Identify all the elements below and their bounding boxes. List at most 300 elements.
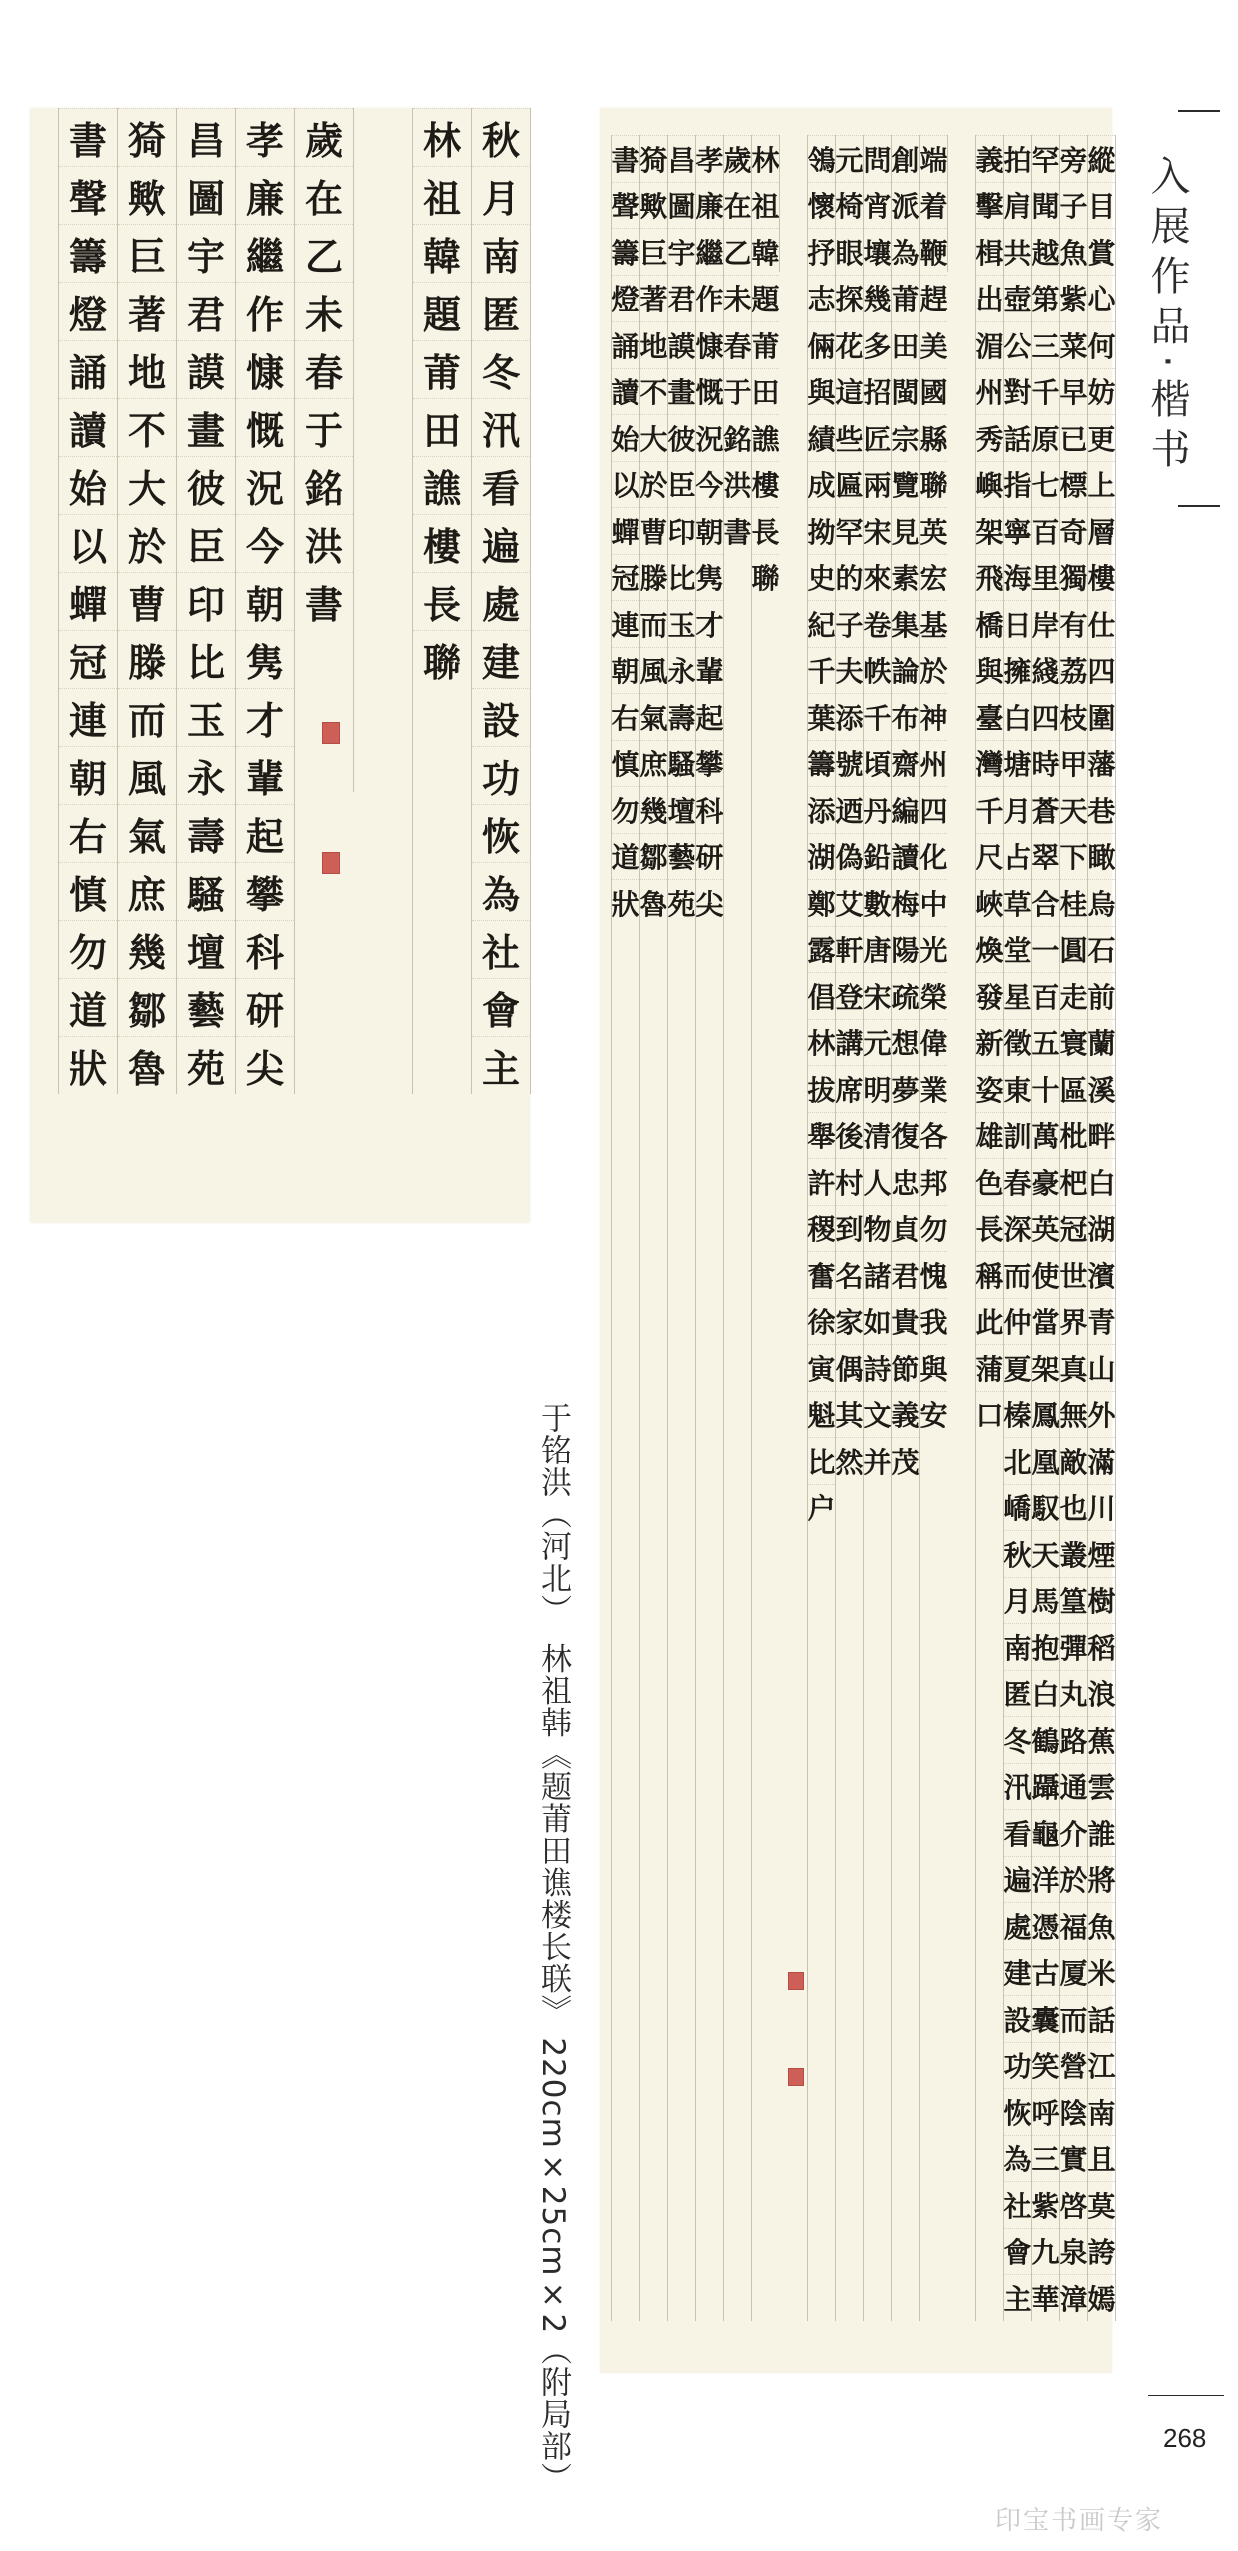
calligraphy-character: 攀 — [236, 862, 294, 920]
calligraphy-character: 仕 — [1088, 600, 1115, 647]
calligraphy-column — [1003, 135, 1031, 2321]
calligraphy-character: 村 — [836, 1158, 863, 1205]
calligraphy-character: 壇 — [668, 786, 695, 833]
calligraphy-character: 幾 — [864, 275, 891, 322]
calligraphy-character: 圍 — [1088, 693, 1115, 740]
calligraphy-character: 讀 — [612, 368, 639, 415]
calligraphy-character: 寰 — [1060, 1019, 1087, 1066]
calligraphy-character: 啓 — [1060, 2181, 1087, 2228]
calligraphy-column — [611, 135, 639, 2321]
calligraphy-character: 忠 — [892, 1158, 919, 1205]
calligraphy-character: 庶 — [640, 740, 667, 787]
calligraphy-character: 道 — [612, 833, 639, 880]
calligraphy-character: 猗 — [640, 135, 667, 182]
calligraphy-character: 籌 — [612, 228, 639, 275]
calligraphy-character: 指 — [1004, 461, 1031, 508]
calligraphy-character: 與 — [920, 1344, 947, 1391]
calligraphy-character: 兩 — [864, 461, 891, 508]
scroll-seal-lower — [788, 2068, 804, 2086]
calligraphy-character: 塘 — [1004, 740, 1031, 787]
calligraphy-character: 臣 — [668, 461, 695, 508]
calligraphy-character: 世 — [1060, 1251, 1087, 1298]
calligraphy-character: 泉 — [1060, 2228, 1087, 2275]
calligraphy-character: 燈 — [612, 275, 639, 322]
calligraphy-character: 真 — [1060, 1344, 1087, 1391]
calligraphy-character: 問 — [864, 135, 891, 182]
calligraphy-character: 華 — [1032, 2274, 1059, 2321]
calligraphy-character: 氣 — [118, 804, 176, 862]
calligraphy-character: 而 — [1004, 1251, 1031, 1298]
calligraphy-character: 千 — [1032, 368, 1059, 415]
calligraphy-character: 蟬 — [612, 507, 639, 554]
calligraphy-character: 匠 — [864, 414, 891, 461]
calligraphy-character: 笑 — [1032, 2042, 1059, 2089]
calligraphy-character: 題 — [752, 275, 779, 322]
calligraphy-character: 烏 — [1088, 879, 1115, 926]
calligraphy-character: 然 — [836, 1437, 863, 1484]
scroll-seal-upper — [788, 1972, 804, 1990]
calligraphy-character: 書 — [612, 135, 639, 182]
calligraphy-character: 明 — [864, 1065, 891, 1112]
calligraphy-character: 義 — [976, 135, 1003, 182]
calligraphy-character: 冠 — [1060, 1205, 1087, 1252]
calligraphy-character: 莆 — [892, 275, 919, 322]
calligraphy-character: 況 — [236, 456, 294, 514]
calligraphy-column — [353, 108, 412, 792]
calligraphy-character: 志 — [808, 275, 835, 322]
calligraphy-character: 名 — [836, 1251, 863, 1298]
calligraphy-character: 成 — [808, 461, 835, 508]
calligraphy-character: 騷 — [668, 740, 695, 787]
calligraphy-character: 些 — [836, 414, 863, 461]
calligraphy-character: 清 — [864, 1112, 891, 1159]
calligraphy-character: 不 — [640, 368, 667, 415]
calligraphy-character: 仲 — [1004, 1298, 1031, 1345]
calligraphy-character: 鄭 — [808, 879, 835, 926]
calligraphy-character: 魚 — [1088, 1902, 1115, 1949]
calligraphy-character: 里 — [1032, 554, 1059, 601]
calligraphy-character: 百 — [1032, 507, 1059, 554]
calligraphy-character: 幾 — [118, 920, 176, 978]
calligraphy-character: 乙 — [724, 228, 751, 275]
calligraphy-character: 子 — [1060, 182, 1087, 229]
calligraphy-character: 壇 — [177, 920, 235, 978]
calligraphy-character: 於 — [1060, 1856, 1087, 1903]
calligraphy-character: 拔 — [808, 1065, 835, 1112]
scroll-calligraphy-grid — [611, 135, 1116, 2321]
calligraphy-character: 誦 — [612, 321, 639, 368]
calligraphy-character: 月 — [1004, 1577, 1031, 1624]
calligraphy-character: 宋 — [864, 507, 891, 554]
calligraphy-character: 誦 — [59, 340, 117, 398]
calligraphy-character: 後 — [836, 1112, 863, 1159]
calligraphy-character: 聲 — [59, 166, 117, 224]
calligraphy-character: 勿 — [612, 786, 639, 833]
calligraphy-character: 且 — [1088, 2135, 1115, 2182]
calligraphy-character: 湄 — [976, 321, 1003, 368]
calligraphy-character: 占 — [1004, 833, 1031, 880]
calligraphy-character: 滿 — [1088, 1437, 1115, 1484]
calligraphy-character: 況 — [696, 414, 723, 461]
calligraphy-character: 探 — [836, 275, 863, 322]
calligraphy-character: 鄒 — [640, 833, 667, 880]
calligraphy-character: 介 — [1060, 1809, 1087, 1856]
calligraphy-character: 夢 — [892, 1065, 919, 1112]
calligraphy-character: 憑 — [1032, 1902, 1059, 1949]
calligraphy-column — [235, 108, 294, 1094]
calligraphy-character: 洪 — [724, 461, 751, 508]
calligraphy-character: 連 — [59, 688, 117, 746]
calligraphy-character: 嶠 — [1004, 1484, 1031, 1531]
calligraphy-character: 人 — [864, 1158, 891, 1205]
calligraphy-character: 匿 — [472, 282, 530, 340]
calligraphy-character: 莆 — [413, 340, 471, 398]
calligraphy-character: 祖 — [413, 166, 471, 224]
calligraphy-character: 長 — [752, 507, 779, 554]
calligraphy-character: 北 — [1004, 1437, 1031, 1484]
calligraphy-character: 煥 — [976, 926, 1003, 973]
calligraphy-character: 石 — [1088, 926, 1115, 973]
calligraphy-character: 慨 — [236, 398, 294, 456]
calligraphy-character: 罕 — [836, 507, 863, 554]
page-number: 268 — [1163, 2423, 1207, 2453]
calligraphy-character: 謨 — [177, 340, 235, 398]
calligraphy-character: 不 — [118, 398, 176, 456]
calligraphy-character: 卷 — [864, 600, 891, 647]
calligraphy-character: 秀 — [976, 414, 1003, 461]
calligraphy-character: 美 — [920, 321, 947, 368]
calligraphy-character: 地 — [640, 321, 667, 368]
calligraphy-character: 馭 — [1032, 1484, 1059, 1531]
calligraphy-character: 大 — [640, 414, 667, 461]
detail-calligraphy-grid — [58, 108, 531, 1094]
calligraphy-character: 舉 — [808, 1112, 835, 1159]
calligraphy-character: 上 — [1088, 461, 1115, 508]
calligraphy-character: 績 — [808, 414, 835, 461]
calligraphy-character: 菜 — [1060, 321, 1087, 368]
calligraphy-column — [117, 108, 176, 1094]
calligraphy-character: 創 — [892, 135, 919, 182]
calligraphy-character: 國 — [920, 368, 947, 415]
calligraphy-character: 賞 — [1088, 228, 1115, 275]
calligraphy-character: 苑 — [668, 879, 695, 926]
calligraphy-character: 看 — [1004, 1809, 1031, 1856]
calligraphy-character: 孝 — [696, 135, 723, 182]
calligraphy-character: 風 — [640, 647, 667, 694]
calligraphy-character: 春 — [1004, 1158, 1031, 1205]
calligraphy-character: 古 — [1032, 1949, 1059, 1996]
calligraphy-character: 岸 — [1032, 600, 1059, 647]
calligraphy-character: 魯 — [118, 1036, 176, 1094]
calligraphy-character: 詩 — [864, 1344, 891, 1391]
calligraphy-character: 中 — [920, 879, 947, 926]
calligraphy-character: 玉 — [668, 600, 695, 647]
calligraphy-character: 迺 — [836, 786, 863, 833]
calligraphy-character: 營 — [1060, 2042, 1087, 2089]
calligraphy-column — [412, 108, 471, 1094]
calligraphy-character: 抒 — [808, 228, 835, 275]
calligraphy-character: 龜 — [1032, 1809, 1059, 1856]
calligraphy-character: 壤 — [864, 228, 891, 275]
calligraphy-character: 冠 — [612, 554, 639, 601]
calligraphy-character: 外 — [1088, 1391, 1115, 1438]
calligraphy-character: 孝 — [236, 108, 294, 166]
calligraphy-character: 新 — [976, 1019, 1003, 1066]
calligraphy-character: 講 — [836, 1019, 863, 1066]
calligraphy-character: 聲 — [612, 182, 639, 229]
calligraphy-character: 愧 — [920, 1251, 947, 1298]
calligraphy-character: 心 — [1088, 275, 1115, 322]
calligraphy-character: 一 — [1032, 926, 1059, 973]
calligraphy-character: 日 — [1004, 600, 1031, 647]
calligraphy-character: 才 — [696, 600, 723, 647]
calligraphy-character: 區 — [1060, 1065, 1087, 1112]
calligraphy-character: 始 — [612, 414, 639, 461]
calligraphy-character: 曹 — [118, 572, 176, 630]
calligraphy-character: 來 — [864, 554, 891, 601]
calligraphy-character: 主 — [1004, 2274, 1031, 2321]
calligraphy-character: 未 — [295, 282, 353, 340]
calligraphy-character: 堂 — [1004, 926, 1031, 973]
calligraphy-column — [751, 135, 779, 2321]
calligraphy-column — [807, 135, 835, 2321]
calligraphy-character: 義 — [892, 1391, 919, 1438]
calligraphy-column — [58, 108, 117, 1094]
calligraphy-character: 書 — [724, 507, 751, 554]
calligraphy-character: 着 — [920, 182, 947, 229]
calligraphy-character: 厦 — [1060, 1949, 1087, 1996]
calligraphy-character: 廉 — [236, 166, 294, 224]
calligraphy-character: 敵 — [1060, 1437, 1087, 1484]
calligraphy-character: 復 — [892, 1112, 919, 1159]
calligraphy-character: 我 — [920, 1298, 947, 1345]
calligraphy-character: 月 — [1004, 786, 1031, 833]
calligraphy-character: 湖 — [808, 833, 835, 880]
calligraphy-character: 設 — [1004, 1995, 1031, 2042]
calligraphy-character: 色 — [976, 1158, 1003, 1205]
calligraphy-character: 於 — [640, 461, 667, 508]
calligraphy-character: 苑 — [177, 1036, 235, 1094]
calligraphy-character: 丹 — [864, 786, 891, 833]
calligraphy-character: 榛 — [1004, 1391, 1031, 1438]
calligraphy-character: 主 — [472, 1036, 530, 1094]
calligraphy-character: 未 — [724, 275, 751, 322]
calligraphy-character: 在 — [295, 166, 353, 224]
calligraphy-character: 田 — [752, 368, 779, 415]
calligraphy-character: 將 — [1088, 1856, 1115, 1903]
calligraphy-character: 夫 — [836, 647, 863, 694]
calligraphy-character: 研 — [696, 833, 723, 880]
calligraphy-character: 恢 — [1004, 2088, 1031, 2135]
calligraphy-character: 福 — [1060, 1902, 1087, 1949]
calligraphy-column — [639, 135, 667, 2321]
calligraphy-character: 聯 — [752, 554, 779, 601]
calligraphy-character: 叢 — [1060, 1530, 1087, 1577]
calligraphy-character: 誰 — [1088, 1809, 1115, 1856]
calligraphy-character: 讀 — [59, 398, 117, 456]
calligraphy-character: 月 — [472, 166, 530, 224]
calligraphy-character: 梅 — [892, 879, 919, 926]
calligraphy-character: 物 — [864, 1205, 891, 1252]
calligraphy-character: 風 — [118, 746, 176, 804]
calligraphy-character: 藩 — [1088, 740, 1115, 787]
calligraphy-character: 旁 — [1060, 135, 1087, 182]
calligraphy-character: 以 — [59, 514, 117, 572]
calligraphy-character: 而 — [118, 688, 176, 746]
calligraphy-character: 眼 — [836, 228, 863, 275]
calligraphy-character: 尖 — [236, 1036, 294, 1094]
calligraphy-character: 瞰 — [1088, 833, 1115, 880]
calligraphy-character: 君 — [668, 275, 695, 322]
calligraphy-character: 千 — [864, 693, 891, 740]
calligraphy-character: 五 — [1032, 1019, 1059, 1066]
calligraphy-character: 安 — [920, 1391, 947, 1438]
calligraphy-character: 鞭 — [920, 228, 947, 275]
calligraphy-character: 銘 — [724, 414, 751, 461]
calligraphy-character: 譙 — [752, 414, 779, 461]
calligraphy-character: 隽 — [236, 630, 294, 688]
calligraphy-character: 莆 — [752, 321, 779, 368]
calligraphy-character: 架 — [976, 507, 1003, 554]
calligraphy-character: 奇 — [1060, 507, 1087, 554]
calligraphy-character: 層 — [1088, 507, 1115, 554]
calligraphy-character: 頃 — [864, 740, 891, 787]
calligraphy-character: 嶼 — [976, 461, 1003, 508]
calligraphy-character: 田 — [892, 321, 919, 368]
calligraphy-character: 秋 — [472, 108, 530, 166]
calligraphy-character: 科 — [696, 786, 723, 833]
calligraphy-character: 圓 — [1060, 926, 1087, 973]
calligraphy-character: 杷 — [1060, 1158, 1087, 1205]
calligraphy-character: 彼 — [668, 414, 695, 461]
calligraphy-column — [779, 135, 807, 272]
calligraphy-character: 煙 — [1088, 1530, 1115, 1577]
calligraphy-character: 疏 — [892, 972, 919, 1019]
calligraphy-character: 倡 — [808, 972, 835, 1019]
calligraphy-character: 時 — [1032, 740, 1059, 787]
calligraphy-character: 朝 — [696, 507, 723, 554]
calligraphy-character: 庶 — [118, 862, 176, 920]
calligraphy-character: 籌 — [59, 224, 117, 282]
calligraphy-character: 昌 — [177, 108, 235, 166]
calligraphy-character: 彼 — [177, 456, 235, 514]
calligraphy-character: 桂 — [1060, 879, 1087, 926]
calligraphy-character: 秋 — [1004, 1530, 1031, 1577]
calligraphy-character: 縣 — [920, 414, 947, 461]
calligraphy-character: 峽 — [976, 879, 1003, 926]
calligraphy-character: 貞 — [892, 1205, 919, 1252]
calligraphy-character: 歲 — [295, 108, 353, 166]
calligraphy-character: 肩 — [1004, 182, 1031, 229]
calligraphy-character: 濱 — [1088, 1251, 1115, 1298]
calligraphy-character: 更 — [1088, 414, 1115, 461]
calligraphy-character: 騷 — [177, 862, 235, 920]
calligraphy-character: 作 — [236, 282, 294, 340]
watermark: 印宝书画专家 — [995, 2506, 1164, 2536]
calligraphy-character: 攀 — [696, 740, 723, 787]
calligraphy-character: 囊 — [1032, 1995, 1059, 2042]
calligraphy-character: 君 — [892, 1251, 919, 1298]
calligraphy-character: 擁 — [1004, 647, 1031, 694]
calligraphy-character: 萬 — [1032, 1112, 1059, 1159]
calligraphy-character: 繼 — [236, 224, 294, 282]
calligraphy-column — [975, 135, 1003, 2321]
calligraphy-character: 玉 — [177, 688, 235, 746]
calligraphy-character: 青 — [1088, 1298, 1115, 1345]
calligraphy-character: 于 — [295, 398, 353, 456]
calligraphy-character: 作 — [696, 275, 723, 322]
calligraphy-character: 長 — [413, 572, 471, 630]
calligraphy-character: 在 — [724, 182, 751, 229]
calligraphy-character: 數 — [864, 879, 891, 926]
calligraphy-character: 鉛 — [864, 833, 891, 880]
calligraphy-character: 草 — [1004, 879, 1031, 926]
calligraphy-character: 尖 — [696, 879, 723, 926]
calligraphy-character: 冬 — [472, 340, 530, 398]
calligraphy-character: 建 — [1004, 1949, 1031, 1996]
calligraphy-character: 會 — [1004, 2228, 1031, 2275]
calligraphy-character: 許 — [808, 1158, 835, 1205]
calligraphy-character: 大 — [118, 456, 176, 514]
calligraphy-character: 對 — [1004, 368, 1031, 415]
calligraphy-character: 星 — [1004, 972, 1031, 1019]
calligraphy-character: 宋 — [864, 972, 891, 1019]
calligraphy-character: 招 — [864, 368, 891, 415]
calligraphy-character: 銘 — [295, 456, 353, 514]
calligraphy-character: 譙 — [413, 456, 471, 514]
calligraphy-character: 夏 — [1004, 1344, 1031, 1391]
calligraphy-character: 起 — [236, 804, 294, 862]
calligraphy-character: 著 — [640, 275, 667, 322]
calligraphy-character: 豪 — [1032, 1158, 1059, 1205]
calligraphy-character: 的 — [836, 554, 863, 601]
calligraphy-character: 江 — [1088, 2042, 1115, 2089]
calligraphy-character: 海 — [1004, 554, 1031, 601]
calligraphy-character: 走 — [1060, 972, 1087, 1019]
calligraphy-character: 艾 — [836, 879, 863, 926]
calligraphy-character: 素 — [892, 554, 919, 601]
calligraphy-character: 狀 — [612, 879, 639, 926]
calligraphy-character: 慷 — [696, 321, 723, 368]
calligraphy-character: 當 — [1032, 1298, 1059, 1345]
calligraphy-character: 徵 — [1004, 1019, 1031, 1066]
calligraphy-character: 基 — [920, 600, 947, 647]
calligraphy-character: 雄 — [976, 1112, 1003, 1159]
calligraphy-character: 宇 — [668, 228, 695, 275]
calligraphy-character: 第 — [1032, 275, 1059, 322]
calligraphy-character: 實 — [1060, 2135, 1087, 2182]
calligraphy-character: 鴒 — [808, 135, 835, 182]
calligraphy-character: 聞 — [1032, 182, 1059, 229]
calligraphy-character: 發 — [976, 972, 1003, 1019]
calligraphy-character: 比 — [668, 554, 695, 601]
calligraphy-character: 合 — [1032, 879, 1059, 926]
calligraphy-character: 路 — [1060, 1716, 1087, 1763]
calligraphy-character: 而 — [1060, 1995, 1087, 2042]
calligraphy-character: 姿 — [976, 1065, 1003, 1112]
calligraphy-character: 篁 — [1060, 1577, 1087, 1624]
calligraphy-character: 連 — [612, 600, 639, 647]
calligraphy-column — [695, 135, 723, 2321]
calligraphy-character: 洋 — [1032, 1856, 1059, 1903]
calligraphy-character: 州 — [976, 368, 1003, 415]
calligraphy-character: 并 — [864, 1437, 891, 1484]
calligraphy-character: 遍 — [472, 514, 530, 572]
calligraphy-character: 鶴 — [1032, 1716, 1059, 1763]
calligraphy-character: 樓 — [752, 461, 779, 508]
calligraphy-character: 下 — [1060, 833, 1087, 880]
calligraphy-character: 論 — [892, 647, 919, 694]
